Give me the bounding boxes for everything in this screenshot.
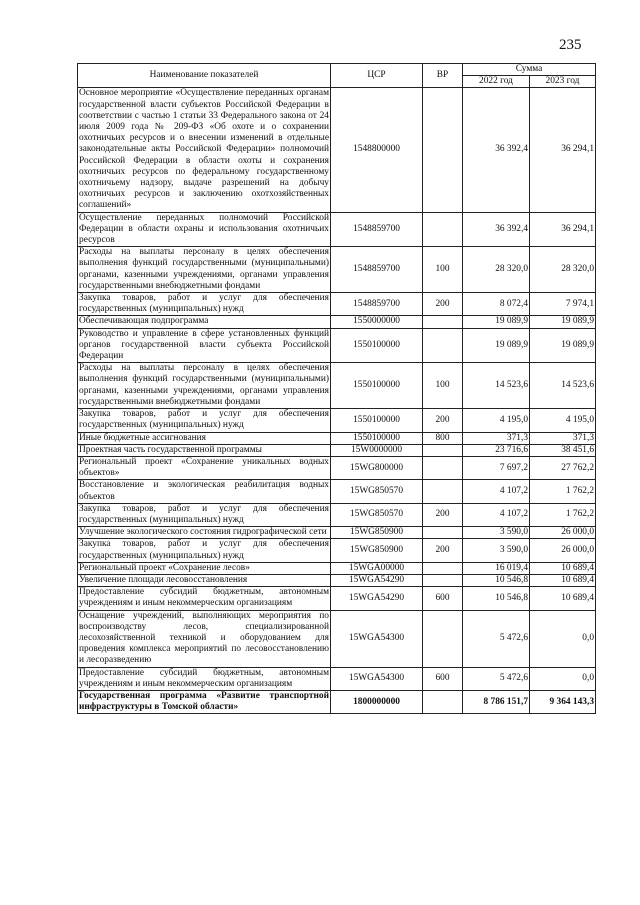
- table-header: [78, 64, 596, 88]
- cell-sum-2023: 38 451,6: [530, 444, 596, 456]
- cell-name: Обеспечивающая подпрограмма: [78, 316, 331, 328]
- cell-sum-2022: 5 472,6: [463, 667, 530, 690]
- table-row: [78, 88, 596, 212]
- budget-table: [77, 63, 596, 714]
- cell-vr: 600: [423, 667, 463, 690]
- cell-csr: 15WG800000: [331, 456, 423, 479]
- table-row: [78, 587, 596, 610]
- cell-sum-2023: 36 294,1: [530, 88, 596, 212]
- cell-vr: [423, 316, 463, 328]
- table-row: [78, 690, 596, 713]
- header-year-2022: 2022 год: [463, 76, 530, 88]
- cell-vr: [423, 690, 463, 713]
- cell-name: Расходы на выплаты персоналу в целях обеспечения выполнения функций государственными (муниципальными) органами, казенными учреждениями, органами управления государственными внебюджетными фондами: [79, 363, 329, 407]
- cell-sum-2023: 36 294,1: [530, 212, 596, 247]
- cell-csr: 1550100000: [331, 432, 423, 444]
- cell-vr: [423, 574, 463, 586]
- cell-sum-2023: 10 689,4: [530, 587, 596, 610]
- table-row: [78, 316, 596, 328]
- cell-csr: 15WGA54300: [331, 610, 423, 667]
- cell-name: Предоставление субсидий бюджетным, автономным учреждениям и иным некоммерческим организациям: [79, 587, 329, 609]
- cell-sum-2023: 28 320,0: [530, 247, 596, 293]
- cell-name: Восстановление и экологическая реабилитация водных объектов: [79, 480, 329, 502]
- table-row: [78, 527, 596, 539]
- cell-name: Основное мероприятие «Осуществление переданных органам государственной власти субъектов Российской Федерации в соответствии с частью 1 статьи 33 Федерального закона от 24 июля 2009 года № 209-ФЗ «Об охоте и о сохранении охотничьих ресурсов и о внесении изменений в отдельные законодательные акты Российской Федерации» полномочий Российской Федерации в области охоты и сохранения охотничьих ресурсов по федеральному государственному охотничьему надзору, выдаче разрешений на добычу охотничьих ресурсов и заключению охотхозяйственных соглашений»: [79, 88, 329, 211]
- table-row: [78, 539, 596, 562]
- cell-vr: 200: [423, 409, 463, 432]
- cell-vr: 100: [423, 363, 463, 409]
- table-row: [78, 480, 596, 503]
- table-row: [78, 574, 596, 586]
- cell-name: Закупка товаров, работ и услуг для обеспечения государственных (муниципальных) нужд: [79, 539, 329, 561]
- table-row: [78, 409, 596, 432]
- cell-name: Расходы на выплаты персоналу в целях обеспечения выполнения функций государственными (муниципальными) органами, казенными учреждениями, органами управления государственными внебюджетными фондами: [79, 247, 329, 291]
- cell-sum-2023: 0,0: [530, 610, 596, 667]
- cell-sum-2023: 9 364 143,3: [530, 690, 596, 713]
- cell-vr: 800: [423, 432, 463, 444]
- cell-vr: [423, 480, 463, 503]
- table-row: [78, 503, 596, 526]
- cell-sum-2022: 36 392,4: [463, 88, 530, 212]
- cell-vr: [423, 610, 463, 667]
- cell-vr: [423, 456, 463, 479]
- cell-csr: 15WGA54290: [331, 587, 423, 610]
- cell-name: Государственная программа «Развитие транспортной инфраструктуры в Томской области»: [79, 690, 329, 713]
- cell-name: Улучшение экологического состояния гидрографической сети: [78, 527, 331, 539]
- cell-name: Увеличение площади лесовосстановления: [78, 574, 331, 586]
- cell-csr: 1550100000: [331, 363, 423, 409]
- cell-sum-2023: 7 974,1: [530, 293, 596, 316]
- cell-sum-2022: 4 195,0: [463, 409, 530, 432]
- cell-csr: 15WG850900: [331, 527, 423, 539]
- cell-sum-2023: 26 000,0: [530, 527, 596, 539]
- cell-name: Оснащение учреждений, выполняющих мероприятия по воспроизводству лесов, специализированной лесохозяйственной техникой и оборудованием для проведения комплекса мероприятий по лесовосстановлению и лесоразведению: [79, 610, 329, 666]
- cell-sum-2022: 19 089,9: [463, 316, 530, 328]
- cell-sum-2022: 23 716,6: [463, 444, 530, 456]
- table-row: [78, 363, 596, 409]
- table-row: [78, 212, 596, 247]
- cell-vr: 600: [423, 587, 463, 610]
- table-row: [78, 328, 596, 363]
- header-sum: Сумма: [463, 64, 596, 76]
- cell-sum-2022: 36 392,4: [463, 212, 530, 247]
- cell-vr: 200: [423, 539, 463, 562]
- table-row: [78, 432, 596, 444]
- cell-csr: 15WG850570: [331, 503, 423, 526]
- cell-csr: 15WG850570: [331, 480, 423, 503]
- table-row: [78, 456, 596, 479]
- cell-name: Предоставление субсидий бюджетным, автономным учреждениям и иным некоммерческим организациям: [79, 667, 329, 689]
- cell-vr: 200: [423, 293, 463, 316]
- table-body: [78, 88, 596, 714]
- cell-csr: 15WGA54290: [331, 574, 423, 586]
- cell-csr: 1548859700: [331, 247, 423, 293]
- cell-sum-2022: 19 089,9: [463, 328, 530, 363]
- header-name: Наименование показателей: [78, 64, 331, 88]
- header-year-2023: 2023 год: [530, 76, 596, 88]
- cell-name: Закупка товаров, работ и услуг для обеспечения государственных (муниципальных) нужд: [79, 409, 329, 431]
- cell-csr: 1550100000: [331, 409, 423, 432]
- cell-csr: 1548859700: [331, 212, 423, 247]
- cell-sum-2023: 19 089,9: [530, 328, 596, 363]
- cell-sum-2023: 371,3: [530, 432, 596, 444]
- cell-sum-2023: 0,0: [530, 667, 596, 690]
- cell-sum-2023: 10 689,4: [530, 562, 596, 574]
- cell-sum-2023: 19 089,9: [530, 316, 596, 328]
- cell-csr: 15WGA00000: [331, 562, 423, 574]
- cell-sum-2023: 14 523,6: [530, 363, 596, 409]
- cell-sum-2023: 1 762,2: [530, 503, 596, 526]
- table-row: [78, 293, 596, 316]
- cell-sum-2023: 26 000,0: [530, 539, 596, 562]
- table-row: [78, 247, 596, 293]
- cell-sum-2022: 5 472,6: [463, 610, 530, 667]
- cell-vr: [423, 88, 463, 212]
- cell-sum-2022: 10 546,8: [463, 574, 530, 586]
- cell-csr: 15WGA54300: [331, 667, 423, 690]
- table-row: [78, 444, 596, 456]
- cell-name: Закупка товаров, работ и услуг для обеспечения государственных (муниципальных) нужд: [79, 503, 329, 525]
- cell-sum-2022: 3 590,0: [463, 527, 530, 539]
- header-vr: ВР: [423, 64, 463, 88]
- table-row: [78, 562, 596, 574]
- cell-sum-2022: 371,3: [463, 432, 530, 444]
- cell-vr: [423, 328, 463, 363]
- cell-sum-2023: 27 762,2: [530, 456, 596, 479]
- cell-name: Осуществление переданных полномочий Российской Федерации в области охраны и использования охотничьих ресурсов: [79, 212, 329, 246]
- cell-csr: 15W0000000: [331, 444, 423, 456]
- cell-sum-2023: 4 195,0: [530, 409, 596, 432]
- header-csr: ЦСР: [331, 64, 423, 88]
- cell-name: Региональный проект «Сохранение лесов»: [78, 562, 331, 574]
- cell-sum-2022: 3 590,0: [463, 539, 530, 562]
- table-row: [78, 610, 596, 667]
- page-number: 235: [559, 37, 582, 53]
- cell-vr: [423, 527, 463, 539]
- cell-sum-2022: 14 523,6: [463, 363, 530, 409]
- cell-csr: 1548859700: [331, 293, 423, 316]
- cell-vr: [423, 212, 463, 247]
- cell-name: Закупка товаров, работ и услуг для обеспечения государственных (муниципальных) нужд: [79, 293, 329, 315]
- cell-sum-2022: 4 107,2: [463, 480, 530, 503]
- cell-sum-2023: 1 762,2: [530, 480, 596, 503]
- cell-csr: 1550000000: [331, 316, 423, 328]
- cell-sum-2023: 10 689,4: [530, 574, 596, 586]
- table-row: [78, 667, 596, 690]
- cell-sum-2022: 8 072,4: [463, 293, 530, 316]
- cell-csr: 1550100000: [331, 328, 423, 363]
- cell-name: Руководство и управление в сфере установленных функций органов государственной власти субъекта Российской Федерации: [79, 328, 329, 362]
- cell-sum-2022: 4 107,2: [463, 503, 530, 526]
- cell-sum-2022: 7 697,2: [463, 456, 530, 479]
- cell-sum-2022: 28 320,0: [463, 247, 530, 293]
- cell-csr: 15WG850900: [331, 539, 423, 562]
- cell-sum-2022: 8 786 151,7: [463, 690, 530, 713]
- cell-sum-2022: 10 546,8: [463, 587, 530, 610]
- cell-csr: 1800000000: [331, 690, 423, 713]
- cell-vr: 200: [423, 503, 463, 526]
- cell-name: Проектная часть государственной программы: [78, 444, 331, 456]
- cell-vr: [423, 562, 463, 574]
- cell-csr: 1548800000: [331, 88, 423, 212]
- cell-vr: 100: [423, 247, 463, 293]
- cell-vr: [423, 444, 463, 456]
- cell-sum-2022: 16 019,4: [463, 562, 530, 574]
- cell-name: Иные бюджетные ассигнования: [78, 432, 331, 444]
- cell-name: Региональный проект «Сохранение уникальных водных объектов»: [79, 456, 329, 479]
